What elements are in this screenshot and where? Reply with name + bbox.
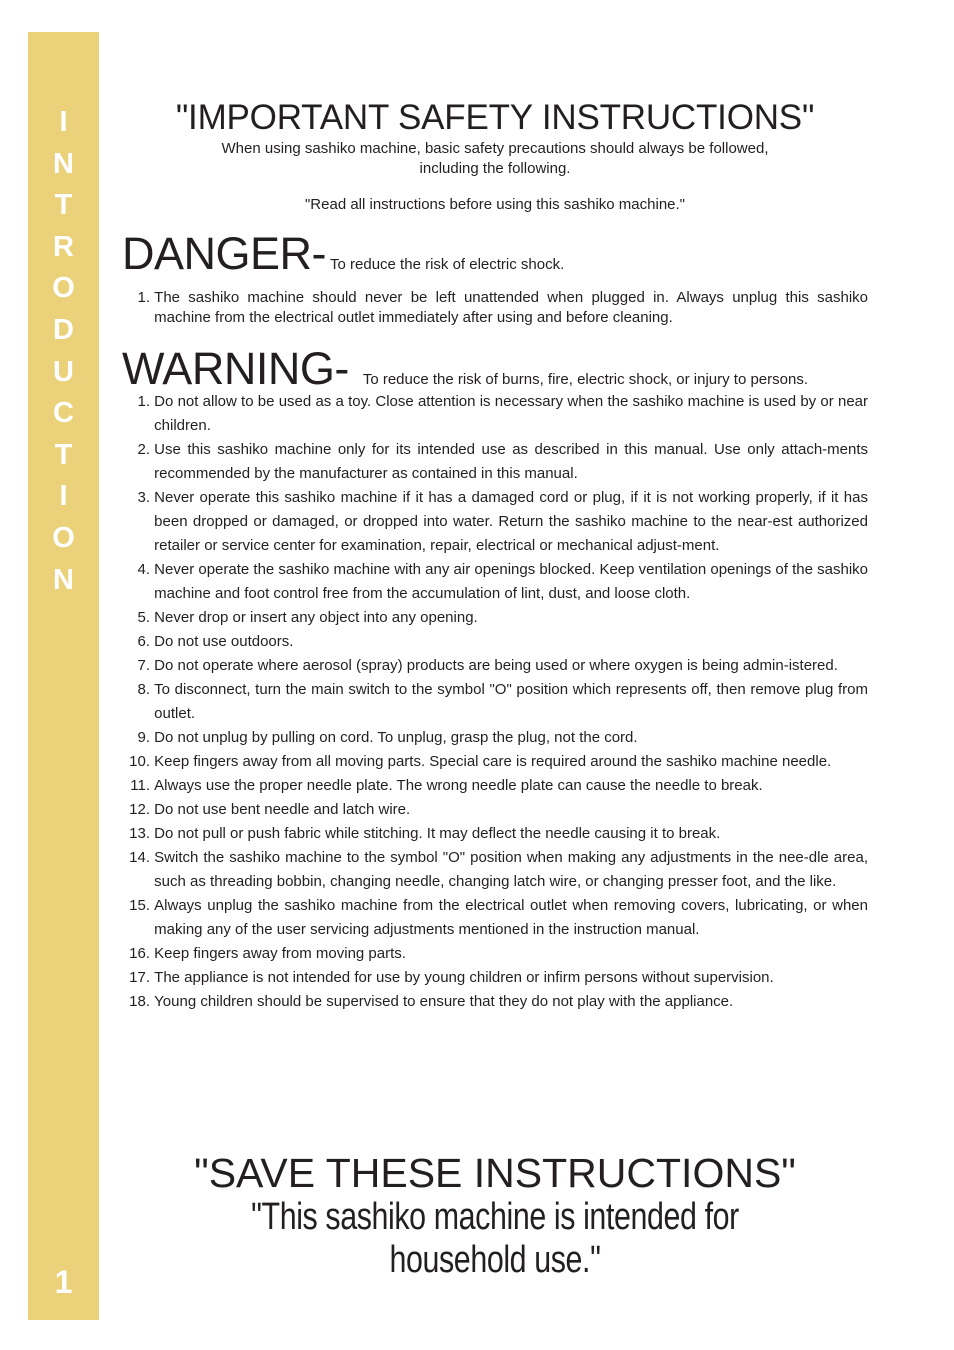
list-item (122, 390, 868, 438)
list-item-text: Always use the proper needle plate. The wrong needle plate can cause the needle to break. (154, 777, 763, 794)
list-item (122, 966, 868, 990)
list-item-number: 9. (137, 729, 150, 746)
list-item-number: 1. (137, 289, 150, 306)
sidebar-letter: U (53, 355, 74, 388)
list-item (122, 990, 868, 1014)
warning-note: To reduce the risk of burns, fire, electric shock, or injury to persons. (362, 371, 809, 388)
sidebar-letter: I (59, 106, 68, 138)
sidebar-letter: O (52, 272, 75, 305)
list-item (122, 750, 868, 774)
list-item-number: 18. (129, 993, 150, 1010)
list-item-text: The appliance is not intended for use by young children or infirm persons without supervision. (154, 969, 774, 986)
list-item-text: Never drop or insert any object into any opening. (154, 609, 478, 626)
danger-list (122, 288, 868, 328)
sidebar-letter: T (54, 189, 73, 222)
warning-list (122, 390, 868, 1014)
household-use-note: "This sashiko machine is intended for household use." (251, 1196, 739, 1281)
list-item-number: 17. (129, 969, 150, 986)
intro-line-2: including the following. (419, 160, 571, 177)
warning-word: WARNING- (122, 343, 349, 394)
list-item-text: Do not unplug by pulling on cord. To unplug, grasp the plug, not the cord. (154, 729, 638, 746)
list-item (122, 606, 868, 630)
list-item-number: 7. (137, 657, 150, 674)
list-item (122, 798, 868, 822)
sidebar-letter: N (53, 147, 74, 180)
list-item-number: 5. (137, 609, 150, 626)
list-item-text: Always unplug the sashiko machine from the electrical outlet when removing covers, lubricating, or when making any of the user servicing adjustments mentioned in the instruction manual. (154, 897, 868, 938)
list-item-number: 4. (137, 561, 150, 578)
list-item (122, 942, 868, 966)
list-item (122, 654, 868, 678)
list-item-number: 13. (129, 825, 150, 842)
sidebar-letter: R (53, 230, 74, 263)
list-item (122, 438, 868, 486)
list-item-number: 6. (137, 633, 150, 650)
read-instructions-note: "Read all instructions before using this sashiko machine." (304, 196, 685, 213)
sidebar-vertical-title (28, 102, 99, 601)
list-item-text: Do not use outdoors. (154, 633, 294, 650)
list-item-number: 2. (137, 441, 150, 458)
page-title: "IMPORTANT SAFETY INSTRUCTIONS" (175, 98, 815, 137)
list-item-text: Do not operate where aerosol (spray) products are being used or where oxygen is being admin-istered. (154, 657, 838, 674)
list-item (122, 822, 868, 846)
intro-text (120, 139, 870, 179)
list-item-number: 12. (129, 801, 150, 818)
list-item-text: Keep fingers away from moving parts. (154, 945, 406, 962)
list-item-text: The sashiko machine should never be left unattended when plugged in. Always unplug this sashiko machine from the electrical outlet immediately after using and before cleaning. (154, 289, 868, 326)
list-item-text: Keep fingers away from all moving parts. Special care is required around the sashiko machine needle. (154, 753, 832, 770)
danger-word: DANGER- (122, 228, 327, 279)
list-item (122, 288, 868, 328)
sidebar-letter: O (52, 521, 75, 554)
list-item-text: Switch the sashiko machine to the symbol "O" position when making any adjustments in the nee-dle area, such as threading bobbin, changing needle, changing latch wire, or changing presser foot, and the like. (154, 849, 868, 890)
list-item-text: To disconnect, turn the main switch to the symbol "O" position which represents off, then remove plug from outlet. (154, 681, 868, 722)
list-item (122, 774, 868, 798)
list-item-text: Young children should be supervised to ensure that they do not play with the appliance. (154, 993, 734, 1010)
list-item-text: Do not use bent needle and latch wire. (154, 801, 411, 818)
save-instructions-title: "SAVE THESE INSTRUCTIONS" (194, 1150, 796, 1196)
sidebar-band (28, 32, 99, 1320)
danger-heading (122, 228, 564, 280)
list-item-text: Do not pull or push fabric while stitching. It may deflect the needle causing it to break. (154, 825, 721, 842)
list-item-number: 15. (129, 897, 150, 914)
list-item-number: 16. (129, 945, 150, 962)
list-item-number: 1. (137, 393, 150, 410)
sidebar-letter: D (53, 313, 74, 346)
sidebar-letter: C (53, 397, 74, 430)
list-item-number: 3. (137, 489, 150, 506)
sidebar-letter: T (54, 438, 73, 471)
list-item-number: 10. (129, 753, 150, 770)
list-item (122, 846, 868, 894)
list-item-number: 8. (137, 681, 150, 698)
danger-note: To reduce the risk of electric shock. (330, 256, 565, 273)
warning-heading (122, 343, 808, 395)
page-number: 1 (54, 1264, 73, 1300)
list-item-text: Do not allow to be used as a toy. Close attention is necessary when the sashiko machine is used by or near children. (154, 393, 868, 434)
list-item-text: Use this sashiko machine only for its intended use as described in this manual. Use only attach-ments recommended by the manufacturer as contained in this manual. (154, 441, 868, 482)
list-item-number: 14. (129, 849, 150, 866)
list-item (122, 558, 868, 606)
sidebar-letter: I (59, 480, 68, 513)
intro-line-1: When using sashiko machine, basic safety precautions should always be followed, (221, 140, 769, 157)
list-item-text: Never operate this sashiko machine if it has a damaged cord or plug, if it is not working properly, if it has been dropped or damaged, or dropped into water. Return the sashiko machine to the near-est authorized retailer or service center for examination, repair, electrical or mechanical adjust-ment. (154, 489, 868, 554)
list-item (122, 726, 868, 750)
sidebar-letter: N (53, 563, 74, 596)
list-item-number: 11. (130, 777, 150, 794)
list-item (122, 678, 868, 726)
list-item-text: Never operate the sashiko machine with any air openings blocked. Keep ventilation openings of the sashiko machine and foot control free from the accumulation of lint, dust, and loose cloth. (154, 561, 868, 602)
list-item (122, 630, 868, 654)
list-item (122, 894, 868, 942)
list-item (122, 486, 868, 558)
